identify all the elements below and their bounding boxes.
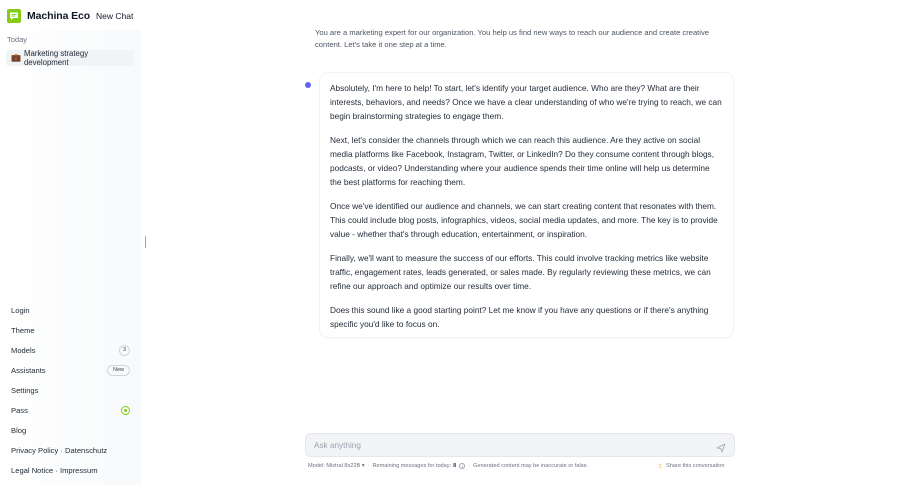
theme-toggle[interactable] <box>6 320 135 340</box>
privacy-policy-link[interactable] <box>6 440 135 460</box>
info-icon[interactable]: i <box>459 463 465 469</box>
briefcase-icon: 💼 <box>11 53 21 62</box>
brand-name: Machina Eco <box>27 10 91 22</box>
history-item[interactable] <box>6 50 134 66</box>
share-icon: ⇪ <box>658 463 664 470</box>
model-selector[interactable]: Model: Mixtral 8x22B ▾ <box>308 463 365 469</box>
sidebar <box>0 0 141 485</box>
assistant-paragraph: Does this sound like a good starting point? Let me know if you have any questions or if there's anything specific you'd like to focus on. <box>330 305 709 329</box>
theme-label: Theme <box>11 325 35 335</box>
models-link[interactable] <box>6 340 135 360</box>
remaining-count: 8 <box>453 463 457 469</box>
history-section-label: Today <box>7 35 28 44</box>
send-icon[interactable] <box>716 440 726 450</box>
models-count-badge: 3 <box>119 345 130 356</box>
sidebar-menu <box>6 300 135 480</box>
assistant-message <box>320 73 733 337</box>
privacy-label: Privacy Policy · Datenschutz <box>11 445 108 455</box>
blog-link[interactable] <box>6 420 135 440</box>
assistants-new-badge: New <box>107 365 130 376</box>
pass-link[interactable] <box>6 400 135 420</box>
assistants-link[interactable] <box>6 360 135 380</box>
login-link[interactable] <box>6 300 135 320</box>
pass-status-icon <box>121 406 130 415</box>
assistant-paragraph: Finally, we'll want to measure the success of our efforts. This could involve tracking metrics like website traffic, engagement rates, leads generated, or sales made. By regularly reviewing these metrics, we can refine our approach and optimize our results over time. <box>330 253 711 291</box>
assistant-avatar-icon <box>305 82 311 88</box>
models-label: Models <box>11 345 36 355</box>
disclaimer: Generated content may be inaccurate or false. <box>473 463 589 469</box>
share-label: Share this conversation <box>666 463 725 469</box>
share-conversation-button[interactable] <box>658 461 725 471</box>
new-chat-button[interactable]: New Chat <box>92 9 137 23</box>
assistants-label: Assistants <box>11 365 46 375</box>
chat-bubble-logo-icon <box>7 9 21 23</box>
history-item-label: Marketing strategy development <box>23 49 89 67</box>
separator: · <box>468 463 471 469</box>
separator: · <box>367 463 370 469</box>
settings-link[interactable] <box>6 380 135 400</box>
system-prompt: You are a marketing expert for our organization. You help us find new ways to reach our audience and create creative content. Let's take it one step at a time. <box>315 28 709 49</box>
settings-label: Settings <box>11 385 39 395</box>
assistant-paragraph: Once we've identified our audience and channels, we can start creating content that resonates with them. This could include blog posts, infographics, videos, social media updates, and more. The key is to provide value - whether that's through education, entertainment, or inspiration. <box>330 201 718 239</box>
chat-input[interactable] <box>314 441 716 450</box>
sidebar-resize-handle[interactable] <box>145 236 146 248</box>
legal-label: Legal Notice · Impressum <box>11 465 98 475</box>
assistant-paragraph: Absolutely, I'm here to help! To start, let's identify your target audience. Who are they? What are their interests, behaviors, and needs? Once we have a clear understanding of who we're trying to reach, we can begin brainstorming strategies to engage them. <box>330 83 722 121</box>
remaining-label: Remaining messages for today: <box>372 463 452 469</box>
legal-notice-link[interactable] <box>6 460 135 480</box>
chat-input-container <box>305 433 735 457</box>
pass-label: Pass <box>11 405 28 415</box>
assistant-paragraph: Next, let's consider the channels through which we can reach this audience. Are they active on social media platforms like Facebook, Instagram, Twitter, or LinkedIn? Do they consume content through blogs, podcasts, or video? Understanding where your audience spends their time online will help us determine the best platforms for reaching them. <box>330 135 715 187</box>
brand[interactable] <box>7 8 90 24</box>
login-label: Login <box>11 305 30 315</box>
blog-label: Blog <box>11 425 27 435</box>
